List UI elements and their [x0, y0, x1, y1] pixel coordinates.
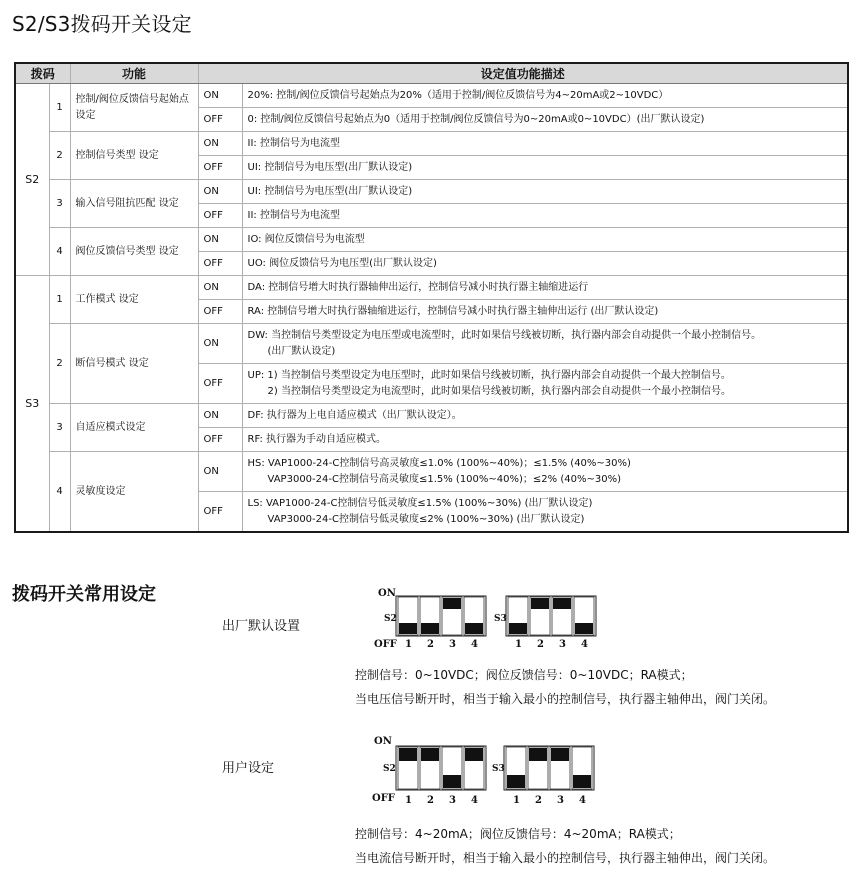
- state-off: OFF: [198, 364, 242, 404]
- description-line: VAP3000-24-C控制信号高灵敏度≤1.5% (100%~40%)；≤2% (40%~30%): [267, 473, 621, 485]
- description-cell: UO: 阀位反馈信号为电压型(出厂默认设定): [242, 252, 848, 276]
- dip-switch-knob-s2-3-off: [443, 775, 461, 788]
- page-title: S2/S3拨码开关设定: [12, 12, 192, 36]
- dip-switch-number-s3-4: 4: [579, 795, 586, 805]
- description-cell: [242, 492, 848, 533]
- dip-switch-number-s2-4: 4: [471, 795, 478, 805]
- description-line: LS: VAP1000-24-C控制信号低灵敏度≤1.5% (100%~30%) (出厂默认设定): [247, 497, 593, 509]
- dip-switch-number-s3-3: 3: [557, 795, 564, 805]
- switch-number: 3: [49, 180, 70, 228]
- description-cell: II: 控制信号为电流型: [242, 204, 848, 228]
- description-cell: DF: 执行器为上电自适应模式（出厂默认设定）。: [242, 404, 848, 428]
- dip-off-label: OFF: [372, 793, 395, 804]
- description-cell: RA: 控制信号增大时执行器轴缩进运行，控制信号减小时执行器主轴伸出运行 (出厂默认设定): [242, 300, 848, 324]
- table-header-row: [15, 63, 848, 84]
- header-description: 设定值功能描述: [198, 63, 848, 84]
- switch-number: 4: [49, 228, 70, 276]
- state-off: OFF: [198, 204, 242, 228]
- description-line: 2) 当控制信号类型设定为电流型时，此时如果信号线被切断，执行器内部会自动提供一个最小控制信号。: [267, 385, 731, 397]
- dip-switch-knob-s3-2-on: [531, 598, 549, 609]
- description-cell: 20%: 控制/阀位反馈信号起始点为20%（适用于控制/阀位反馈信号为4~20mA或2~10VDC）: [242, 84, 848, 108]
- dip-s2-label: S2: [384, 614, 397, 624]
- function-cell: 工作模式 设定: [70, 276, 198, 324]
- switch-number: 1: [49, 276, 70, 324]
- state-off: OFF: [198, 108, 242, 132]
- dip-switch-number-s2-1: 1: [405, 795, 412, 805]
- dip-switch-knob-s2-1-on: [399, 748, 417, 761]
- dip-s3-label: S3: [492, 764, 505, 774]
- function-cell: 控制信号类型 设定: [70, 132, 198, 180]
- dip-on-label: ON: [374, 736, 392, 747]
- state-off: OFF: [198, 300, 242, 324]
- dip-switch-number-s3-2: 2: [535, 795, 542, 805]
- dip-switch-number-s3-3: 3: [559, 639, 566, 650]
- function-cell: 控制/阀位反馈信号起始点设定: [70, 84, 198, 132]
- state-on: ON: [198, 84, 242, 108]
- dip-switch-knob-s3-2-on: [529, 748, 547, 761]
- dip-switch-knob-s3-1-off: [507, 775, 525, 788]
- function-cell: 自适应模式设定: [70, 404, 198, 452]
- dip-switch-number-s3-1: 1: [513, 795, 520, 805]
- function-cell: 输入信号阻抗匹配 设定: [70, 180, 198, 228]
- description-cell: [242, 452, 848, 492]
- dip-switch-knob-s3-4-off: [573, 775, 591, 788]
- dip-switch-number-s3-1: 1: [515, 639, 522, 650]
- dip-switch-number-s2-3: 3: [449, 639, 456, 650]
- preset-note-line: 当电压信号断开时，相当于输入最小的控制信号，执行器主轴伸出，阀门关闭。: [355, 692, 776, 706]
- state-off: OFF: [198, 492, 242, 533]
- dip-switch-number-s2-3: 3: [449, 795, 456, 805]
- switch-number: 2: [49, 324, 70, 404]
- table-row: [15, 404, 848, 428]
- dip-switch-number-s2-2: 2: [427, 795, 434, 805]
- dip-switch-diagram-user: [370, 733, 610, 805]
- description-cell: DA: 控制信号增大时执行器轴伸出运行，控制信号减小时执行器主轴缩进运行: [242, 276, 848, 300]
- state-on: ON: [198, 404, 242, 428]
- table-row: [15, 324, 848, 364]
- section-title-common-settings: 拨码开关常用设定: [12, 584, 156, 605]
- preset-label-factory-default: 出厂默认设置: [222, 619, 301, 634]
- description-cell: [242, 324, 848, 364]
- state-off: OFF: [198, 156, 242, 180]
- state-on: ON: [198, 228, 242, 252]
- state-on: ON: [198, 180, 242, 204]
- description-cell: II: 控制信号为电流型: [242, 132, 848, 156]
- preset-note-line: 当电流信号断开时，相当于输入最小的控制信号，执行器主轴伸出，阀门关闭。: [355, 851, 776, 865]
- switch-number: 3: [49, 404, 70, 452]
- state-on: ON: [198, 452, 242, 492]
- preset-label-user: 用户设定: [222, 761, 275, 776]
- description-cell: UI: 控制信号为电压型(出厂默认设定): [242, 156, 848, 180]
- dip-switch-number-s3-2: 2: [537, 639, 544, 650]
- dip-s2-label: S2: [383, 764, 396, 774]
- switch-number: 1: [49, 84, 70, 132]
- group-s2: S2: [15, 84, 49, 276]
- function-cell: 阀位反馈信号类型 设定: [70, 228, 198, 276]
- state-on: ON: [198, 132, 242, 156]
- dip-on-label: ON: [378, 588, 396, 599]
- description-line: (出厂默认设定): [267, 345, 336, 357]
- dip-switch-knob-s3-4-off: [575, 623, 593, 634]
- state-off: OFF: [198, 428, 242, 452]
- dip-switch-diagram-factory: [370, 585, 610, 651]
- dip-switch-number-s2-4: 4: [471, 639, 478, 650]
- preset-note-line: 控制信号：4~20mA；阀位反馈信号：4~20mA；RA模式；: [355, 827, 681, 841]
- dip-switch-knob-s2-2-off: [421, 623, 439, 634]
- state-off: OFF: [198, 252, 242, 276]
- dip-switch-number-s3-4: 4: [581, 639, 588, 650]
- dip-switch-knob-s2-4-on: [465, 748, 483, 761]
- function-cell: 断信号模式 设定: [70, 324, 198, 404]
- description-cell: RF: 执行器为手动自适应模式。: [242, 428, 848, 452]
- description-line: VAP3000-24-C控制信号低灵敏度≤2% (100%~30%) (出厂默认设定): [267, 513, 585, 525]
- state-on: ON: [198, 324, 242, 364]
- table-row: [15, 276, 848, 300]
- header-switch: 拨码: [15, 63, 70, 84]
- description-line: HS: VAP1000-24-C控制信号高灵敏度≤1.0% (100%~40%)；≤1.5% (40%~30%): [247, 457, 631, 469]
- description-line: DW: 当控制信号类型设定为电压型或电流型时，此时如果信号线被切断，执行器内部会自动提供一个最小控制信号。: [247, 329, 762, 341]
- dip-off-label: OFF: [374, 639, 397, 650]
- table-row: [15, 132, 848, 156]
- dip-switch-knob-s2-4-off: [465, 623, 483, 634]
- dip-s3-label: S3: [494, 614, 507, 624]
- dip-switch-number-s2-2: 2: [427, 639, 434, 650]
- switch-number: 2: [49, 132, 70, 180]
- dip-switch-knob-s2-1-off: [399, 623, 417, 634]
- dip-switch-number-s2-1: 1: [405, 639, 412, 650]
- table-row: [15, 452, 848, 492]
- dip-switch-knob-s3-3-on: [551, 748, 569, 761]
- table-row: [15, 228, 848, 252]
- dip-switch-knob-s3-1-off: [509, 623, 527, 634]
- header-function: 功能: [70, 63, 198, 84]
- group-s3: S3: [15, 276, 49, 533]
- switch-number: 4: [49, 452, 70, 533]
- dip-switch-knob-s2-2-on: [421, 748, 439, 761]
- description-line: UP: 1) 当控制信号类型设定为电压型时，此时如果信号线被切断，执行器内部会自动提供一个最大控制信号。: [247, 369, 731, 381]
- dip-switch-knob-s2-3-on: [443, 598, 461, 609]
- preset-note-line: 控制信号：0~10VDC；阀位反馈信号：0~10VDC；RA模式；: [355, 668, 693, 682]
- dip-switch-spec-table: [14, 62, 849, 533]
- description-cell: 0: 控制/阀位反馈信号起始点为0（适用于控制/阀位反馈信号为0~20mA或0~10VDC）(出厂默认设定): [242, 108, 848, 132]
- table-row: [15, 180, 848, 204]
- description-cell: [242, 364, 848, 404]
- state-on: ON: [198, 276, 242, 300]
- description-cell: UI: 控制信号为电压型(出厂默认设定): [242, 180, 848, 204]
- function-cell: 灵敏度设定: [70, 452, 198, 533]
- table-row: [15, 84, 848, 108]
- dip-switch-knob-s3-3-on: [553, 598, 571, 609]
- description-cell: IO: 阀位反馈信号为电流型: [242, 228, 848, 252]
